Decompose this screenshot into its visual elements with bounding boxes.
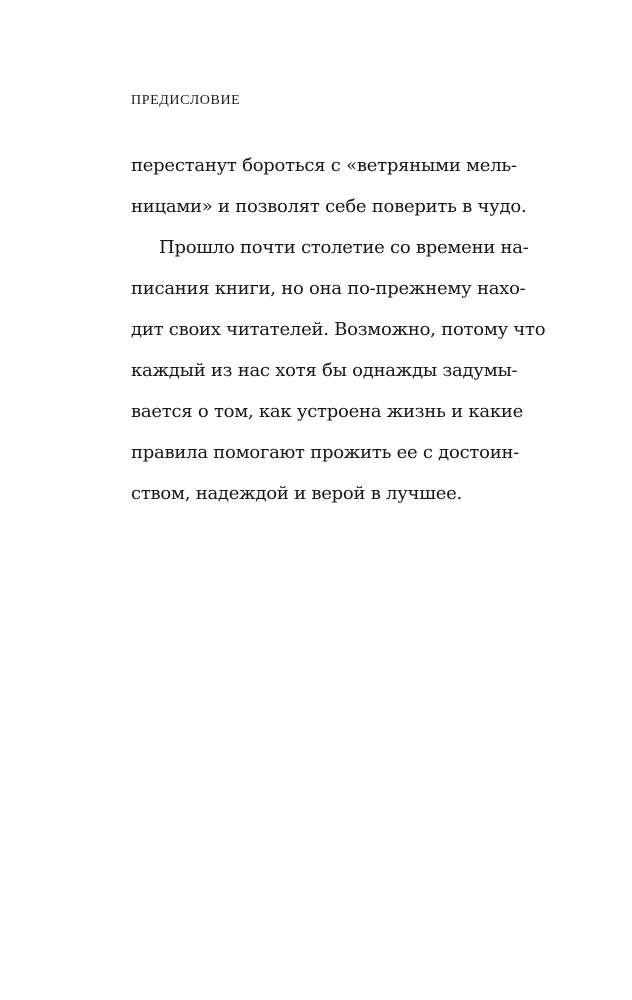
text-line: ницами» и позволят себе поверить в чудо. [131, 196, 527, 217]
text-line: перестанут бороться с «ветряными мель- [131, 155, 517, 176]
text-line: каждый из нас хотя бы однажды задумы- [131, 360, 518, 381]
text-line: дит своих читателей. Возможно, потому что [131, 319, 546, 340]
text-line: писания книги, но она по-прежнему нахо- [131, 278, 526, 299]
text-line: Прошло почти столетие со времени на- [159, 237, 529, 258]
text-line: ством, надеждой и верой в лучшее. [131, 483, 462, 504]
text-line: вается о том, как устроена жизнь и какие [131, 401, 523, 422]
text-line: правила помогают прожить ее с достоин- [131, 442, 520, 463]
running-head: ПРЕДИСЛОВИЕ [131, 93, 241, 108]
body-text [131, 145, 546, 514]
